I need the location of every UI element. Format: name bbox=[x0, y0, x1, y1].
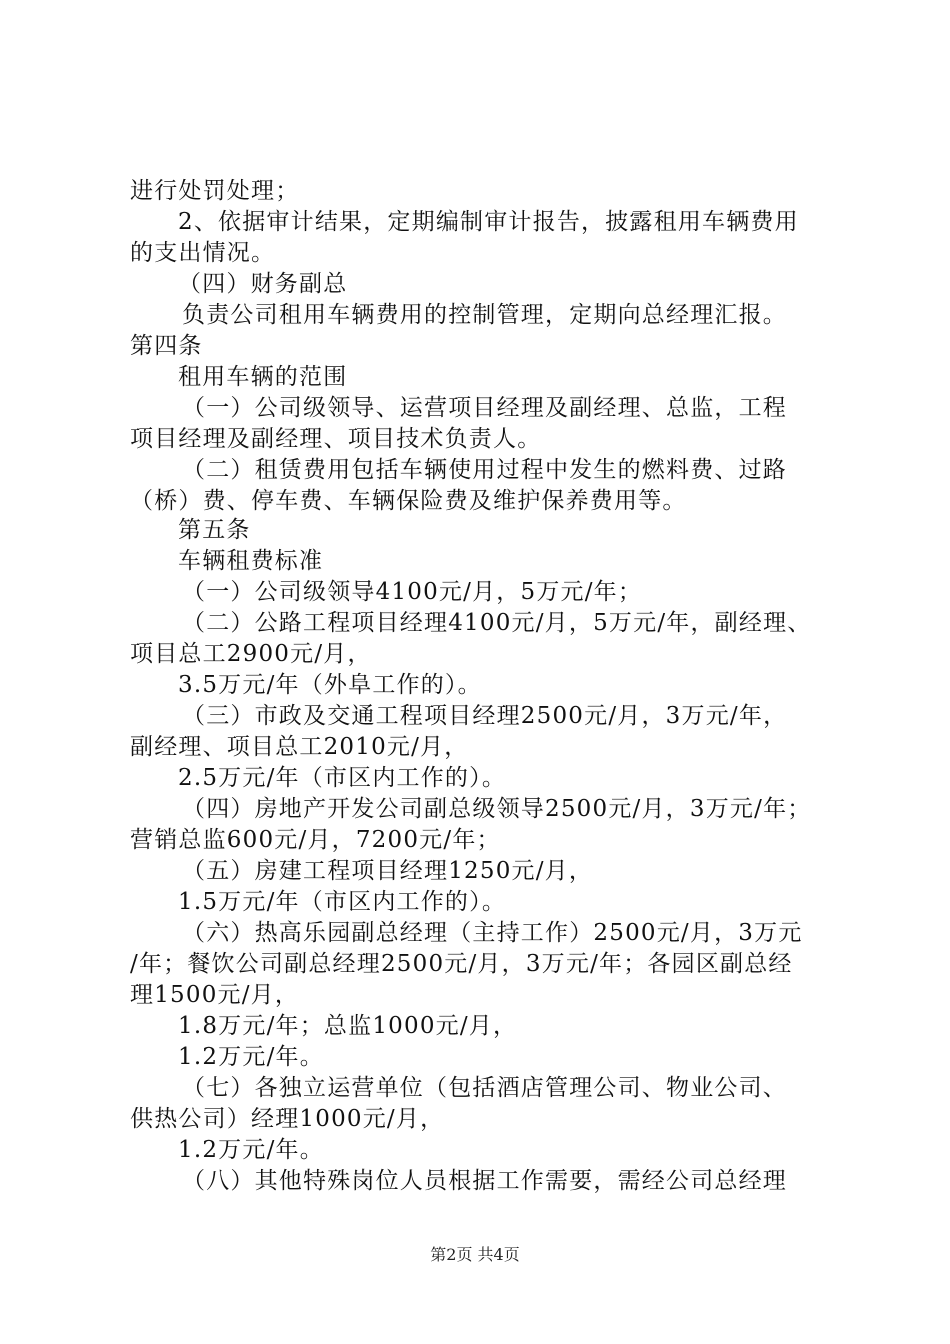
text-line: 营销总监600元/月，7200元/年； bbox=[130, 827, 501, 853]
section-heading: （四）财务副总 bbox=[178, 271, 348, 297]
article-heading: 第四条 bbox=[130, 333, 203, 359]
article-title: 车辆租费标准 bbox=[178, 548, 324, 574]
text-line: （八）其他特殊岗位人员根据工作需要，需经公司总经理 bbox=[182, 1168, 787, 1194]
text-line: （二）租赁费用包括车辆使用过程中发生的燃料费、过路 bbox=[182, 457, 787, 483]
text-line: 2.5万元/年（市区内工作的）。 bbox=[178, 765, 507, 791]
text-line: 1.5万元/年（市区内工作的）。 bbox=[178, 889, 507, 915]
text-line: 进行处罚处理； bbox=[130, 178, 300, 204]
text-line: 1.8万元/年；总监1000元/月， bbox=[178, 1013, 518, 1039]
text-line: （桥）费、停车费、车辆保险费及维护保养费用等。 bbox=[130, 488, 687, 514]
text-line: /年；餐饮公司副总经理2500元/月，3万元/年；各园区副总经 bbox=[130, 951, 793, 977]
text-line: （七）各独立运营单位（包括酒店管理公司、物业公司、 bbox=[182, 1075, 787, 1101]
text-line: 1.2万元/年。 bbox=[178, 1044, 324, 1070]
text-line: 项目总工2900元/月， bbox=[130, 641, 372, 667]
text-line: 2、依据审计结果，定期编制审计报告，披露租用车辆费用 bbox=[178, 209, 799, 235]
text-line: （五）房建工程项目经理1250元/月， bbox=[182, 858, 594, 884]
text-line: （一）公司级领导、运营项目经理及副经理、总监，工程 bbox=[182, 395, 787, 421]
text-line: （一）公司级领导4100元/月，5万元/年； bbox=[182, 579, 643, 605]
article-title: 租用车辆的范围 bbox=[178, 364, 348, 390]
text-line: 供热公司）经理1000元/月， bbox=[130, 1106, 445, 1132]
text-line: 理1500元/月， bbox=[130, 982, 300, 1008]
text-line: （二）公路工程项目经理4100元/月，5万元/年，副经理、 bbox=[182, 610, 812, 636]
text-line: 3.5万元/年（外阜工作的）。 bbox=[178, 672, 482, 698]
text-line: （三）市政及交通工程项目经理2500元/月，3万元/年， bbox=[182, 703, 788, 729]
text-line: 1.2万元/年。 bbox=[178, 1137, 324, 1163]
article-heading: 第五条 bbox=[178, 517, 251, 543]
text-line: （四）房地产开发公司副总级领导2500元/月，3万元/年； bbox=[182, 796, 812, 822]
page-number-footer: 第2页 共4页 bbox=[430, 1245, 520, 1264]
text-line: 副经理、项目总工2010元/月， bbox=[130, 734, 469, 760]
text-line: 的支出情况。 bbox=[130, 240, 276, 266]
text-line: （六）热高乐园副总经理（主持工作）2500元/月，3万元 bbox=[182, 920, 803, 946]
text-line: 项目经理及副经理、项目技术负责人。 bbox=[130, 426, 542, 452]
text-line: 负责公司租用车辆费用的控制管理，定期向总经理汇报。 bbox=[182, 302, 787, 328]
